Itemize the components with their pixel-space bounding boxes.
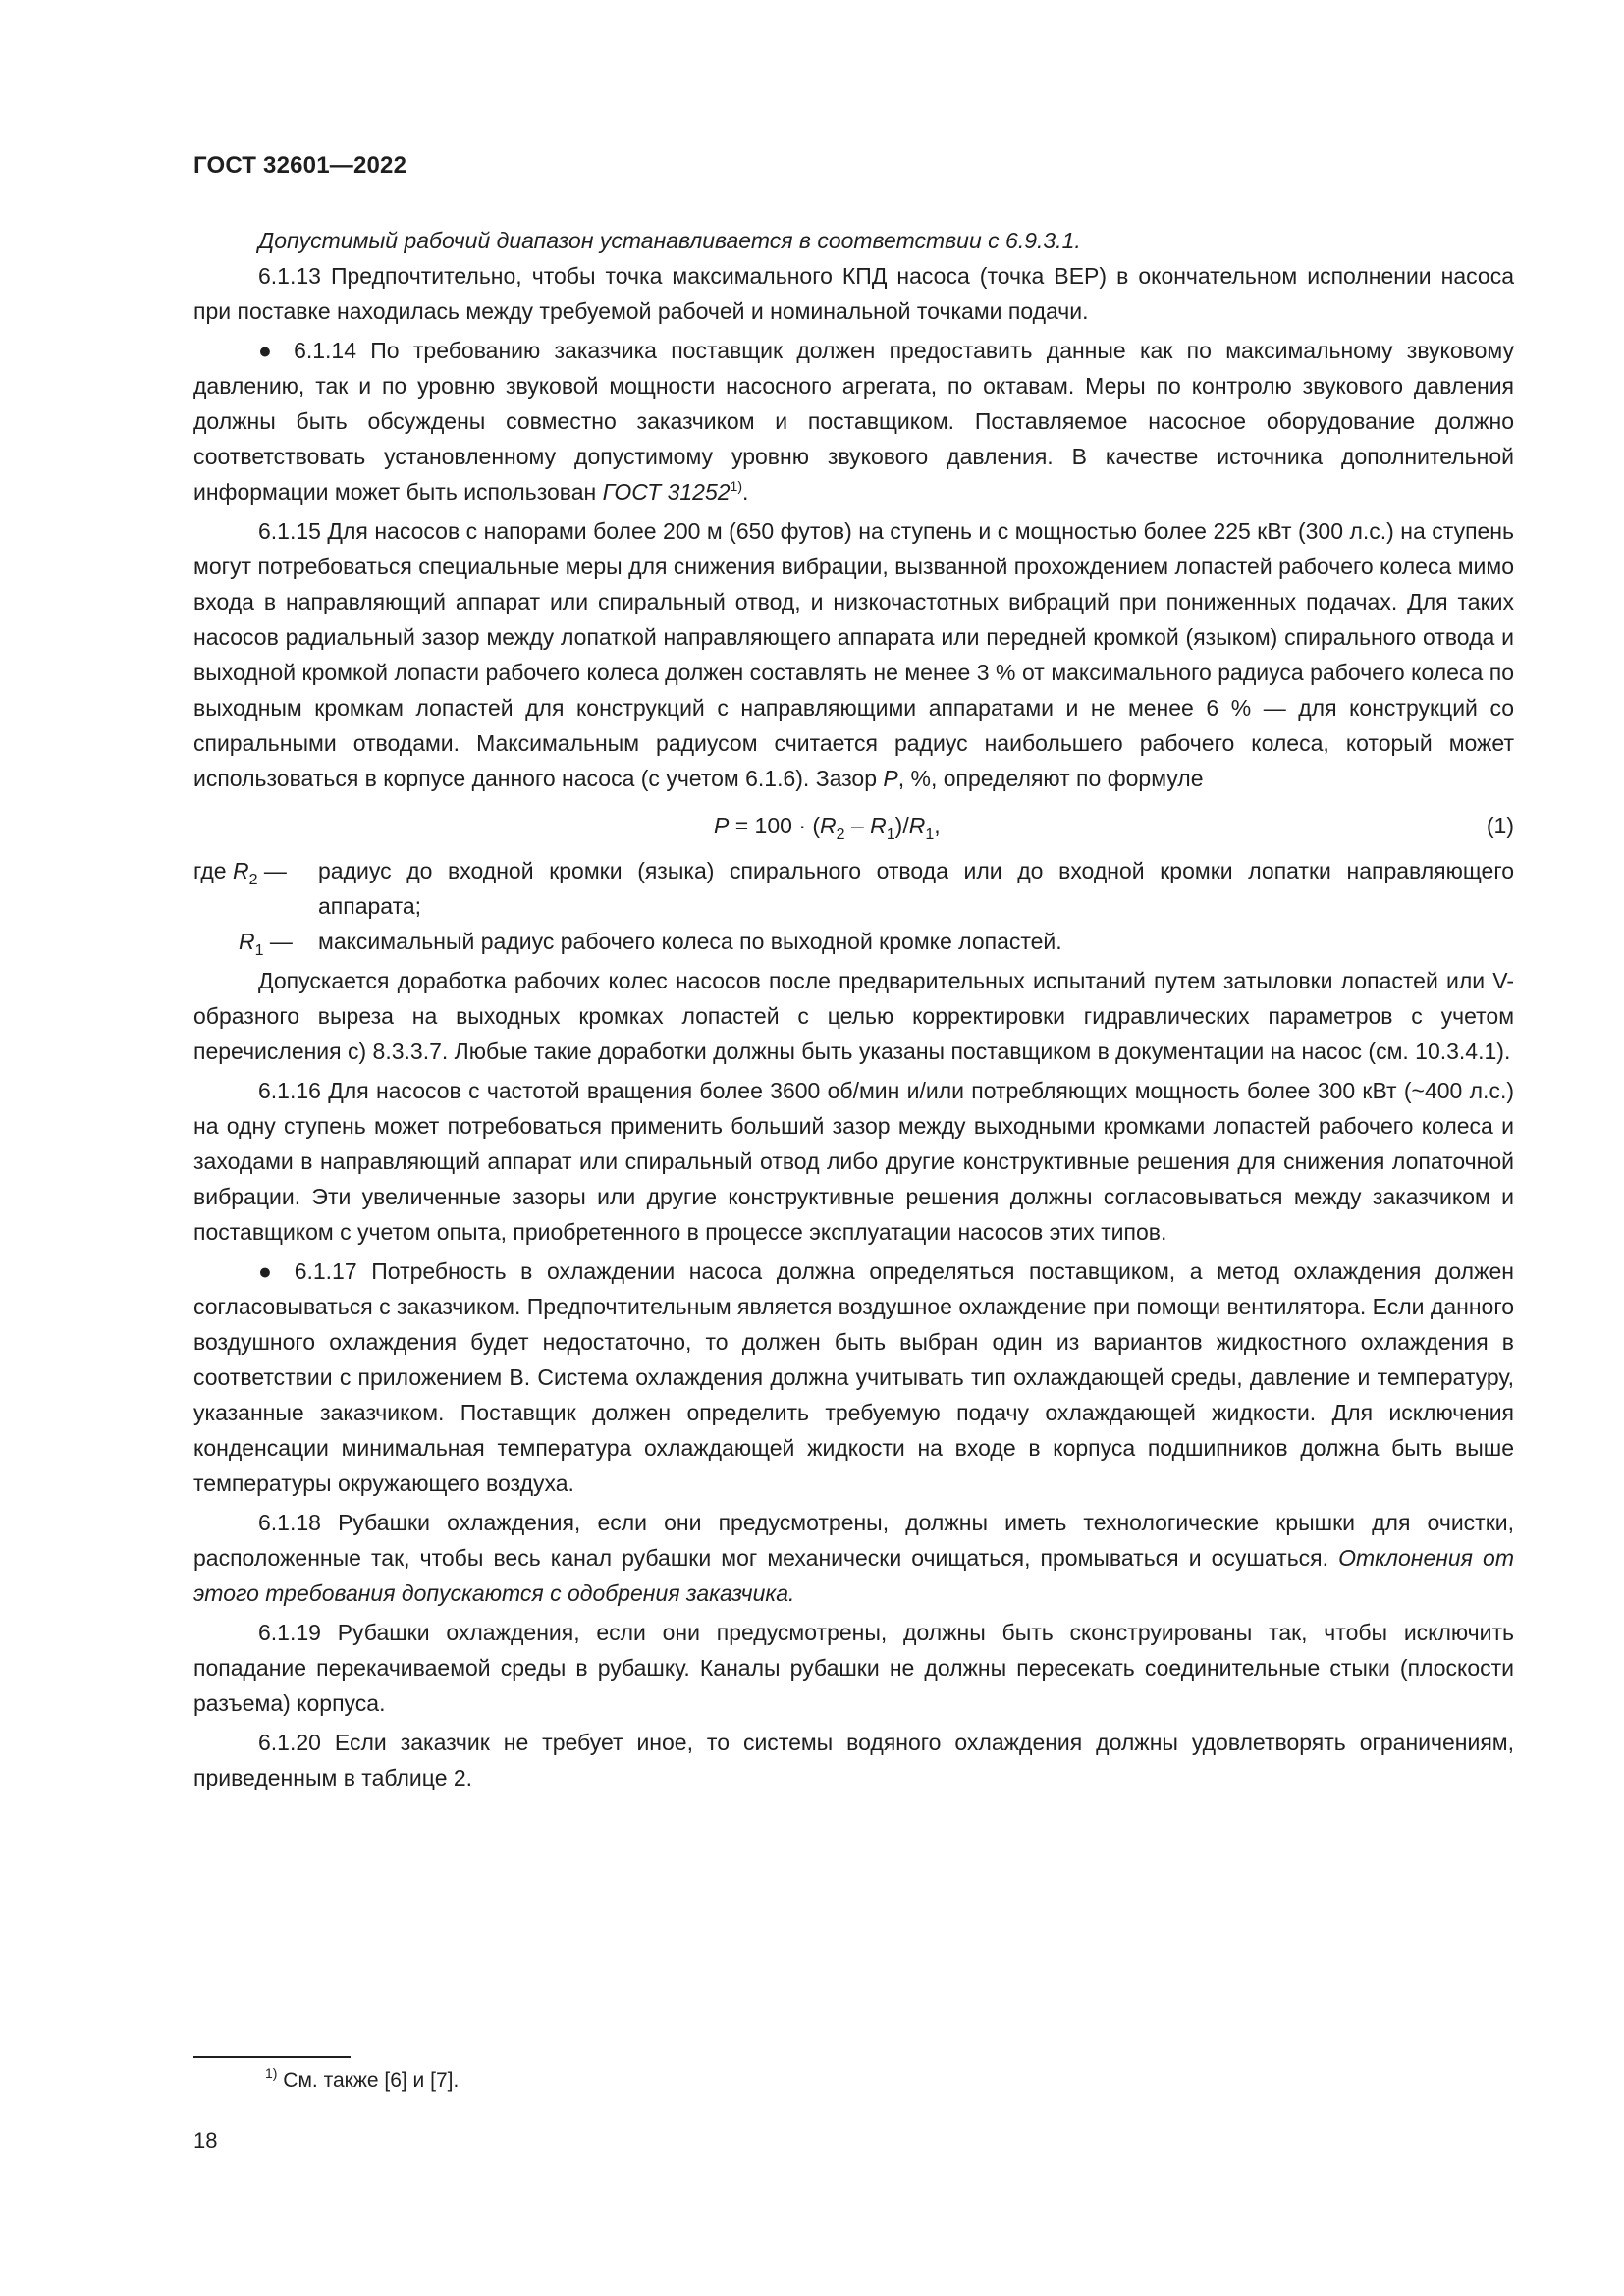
paragraph-6-1-15: 6.1.15 Для насосов с напорами более 200 м (650 футов) на ступень и с мощностью более 225 кВт (300 л.с.) на ступень могут потребоваться специальные меры для снижения вибрации, вызванной прохождением лопастей рабочего колеса мимо входа в направляющий аппарат или спиральный отвод, и низкочастотных вибраций при пониженных подачах. Для таких насосов радиальный зазор между лопаткой направляющего аппарата или передней кромкой (языком) спирального отвода и выходной кромкой лопасти рабочего колеса должен составлять не менее 3 % от максимального радиуса рабочего колеса по выходным кромкам лопастей для конструкций с направляющими аппаратами и не менее 6 % — для конструкций со спиральными отводами. Максимальным радиусом считается радиус наибольшего рабочего колеса, который может использоваться в корпусе данного насоса (с учетом 6.1.6). Зазор P, %, определяют по формуле — [193, 518, 1514, 791]
document-header: ГОСТ 32601—2022 — [193, 152, 407, 179]
paragraph-operating-range: Допустимый рабочий диапазон устанавливается в соответствии с 6.9.3.1. — [258, 228, 1081, 253]
paragraph-6-1-17: ● 6.1.17 Потребность в охлаждении насоса должна определяться поставщиком, а метод охлаждения должен согласовываться с заказчиком. Предпочтительным является воздушное охлаждение при помощи вентилятора. Если данного воздушного охлаждения будет недостаточно, то должен быть выбран один из вариантов жидкостного охлаждения в соответствии с приложением В. Система охлаждения должна учитывать тип охлаждающей среды, давление и температуру, указанные заказчиком. Поставщик должен определить требуемую подачу охлаждающей жидкости. Для исключения конденсации минимальная температура охлаждающей жидкости на входе в корпуса подшипников должна быть выше температуры окружающего воздуха. — [193, 1258, 1514, 1496]
paragraph-6-1-18: 6.1.18 Рубашки охлаждения, если они предусмотрены, должны иметь технологические крышки для очистки, расположенные так, чтобы весь канал рубашки мог механически очищаться, промываться и осушаться. Отклонения от этого требования допускаются с одобрения заказчика. — [193, 1510, 1514, 1606]
paragraph-6-1-14: ● 6.1.14 По требованию заказчика поставщик должен предоставить данные как по максимальному звуковому давлению, так и по уровню звуковой мощности насосного агрегата, по октавам. Меры по контролю звукового давления должны быть обсуждены совместно заказчиком и поставщиком. Поставляемое насосное оборудование должно соответствовать установленному допустимому уровню звукового давления. В качестве источника дополнительной информации может быть использован ГОСТ 31252$^{1)}$. — [193, 338, 1514, 505]
formula-number: (1) — [1486, 813, 1514, 838]
paragraph-6-1-20: 6.1.20 Если заказчик не требует иное, то системы водяного охлаждения должны удовлетворять ограничениям, приведенным в таблице 2. — [193, 1730, 1514, 1790]
page-number: 18 — [193, 2128, 218, 2153]
paragraph-6-1-16: 6.1.16 Для насосов с частотой вращения более 3600 об/мин и/или потребляющих мощность более 300 кВт (~400 л.с.) на одну ступень может потребоваться применить больший зазор между выходными кромками лопастей рабочего колеса и заходами в направляющий аппарат или спиральный отвод либо другие конструктивные решения для снижения лопаточной вибрации. Эти увеличенные зазоры или другие конструктивные решения должны согласовываться между заказчиком и поставщиком с учетом опыта, приобретенного в процессе эксплуатации насосов этих типов. — [193, 1078, 1514, 1245]
footnote-marker: 1) — [265, 2065, 278, 2081]
paragraph-6-1-13: 6.1.13 Предпочтительно, чтобы точка максимального КПД насоса (точка ВЕР) в окончательном исполнении насоса при поставке находилась между требуемой рабочей и номинальной точками подачи. — [193, 263, 1514, 324]
paragraph-6-1-19: 6.1.19 Рубашки охлаждения, если они предусмотрены, должны быть сконструированы так, чтобы исключить попадание перекачиваемой среды в рубашку. Каналы рубашки не должны пересекать соединительные стыки (плоскости разъема) корпуса. — [193, 1620, 1514, 1716]
formula-expression: $P = 100 \cdot (R_2 - R_1)/R_1$, — [714, 813, 941, 843]
document-body — [193, 223, 1514, 1795]
bullet-marker: ● — [258, 338, 280, 363]
paragraph-rework: Допускается доработка рабочих колес насосов после предварительных испытаний путем затыловки лопастей или V-образного выреза на выходных кромках лопастей с целью корректировки гидравлических параметров с учетом перечисления с) 8.3.3.7. Любые такие доработки должны быть указаны поставщиком в документации на насос (см. 10.3.4.1). — [193, 968, 1514, 1064]
formula-1 — [193, 806, 1514, 845]
where-definition-r1: $R_1$ — максимальный радиус рабочего колеса по выходной кромке лопастей. — [239, 929, 1062, 959]
footnote: $^{1)}$ См. также [6] и [7]. — [265, 2065, 460, 2092]
footnote-separator — [193, 2056, 351, 2058]
where-definition-r2: где $R_2$ — радиус до входной кромки (языка) спирального отвода или до входной кромки лопатки направляющего аппарата; — [193, 858, 1514, 919]
footnote-ref: 1) — [730, 478, 742, 494]
standard-reference: ГОСТ 31252 — [602, 479, 731, 505]
bullet-marker: ● — [258, 1258, 281, 1284]
